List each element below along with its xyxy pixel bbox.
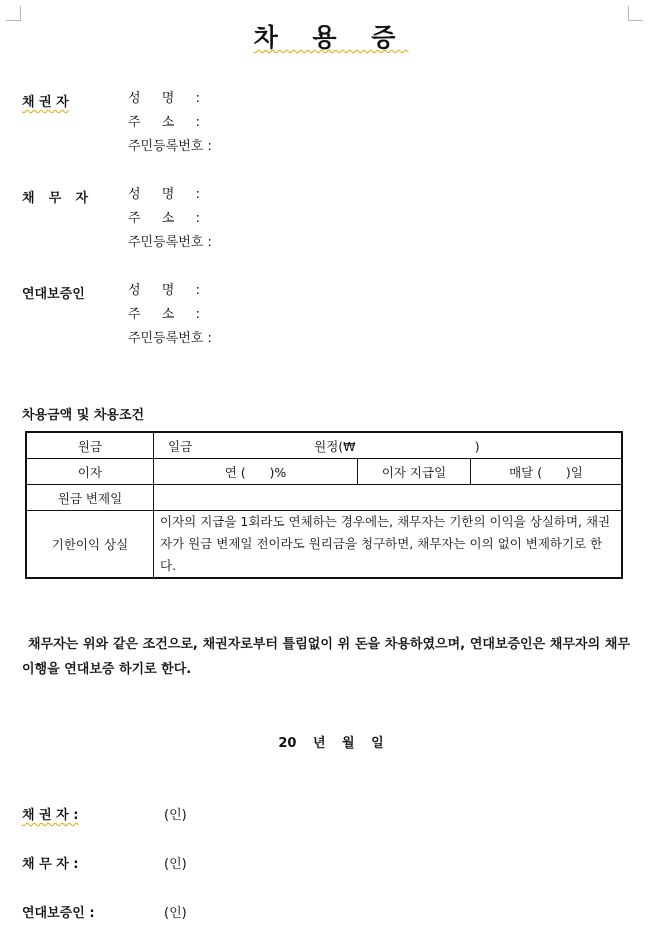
interest-rate-value: 연 ( )% (154, 459, 358, 485)
principal-label: 원금 (26, 432, 154, 459)
loan-terms-table (25, 431, 623, 579)
debtor-fields (128, 187, 238, 259)
payment-day-value: 매달 ( )일 (471, 459, 623, 485)
loan-statement: 채무자는 위와 같은 조건으로, 채권자로부터 틀림없이 위 돈을 차용하였으며, 연대보증인은 채무자의 채무이행을 연대보증 하기로 한다. (22, 637, 631, 677)
table-row (26, 432, 622, 459)
payment-day-label: 이자 지급일 (358, 459, 471, 485)
guarantor-name-field: 성 명 : (128, 283, 200, 298)
guarantor-fields (128, 283, 238, 355)
guarantor-signature-role: 연대보증인 : (22, 906, 95, 921)
guarantor-role-label: 연대보증인 (22, 287, 85, 302)
creditor-rrn-field: 주민등록번호 : (128, 139, 212, 154)
debtor-address-field: 주 소 : (128, 211, 200, 226)
principal-value: 원정(₩ ) (314, 438, 480, 454)
table-row (26, 485, 622, 511)
principal-prefix: 일금 (168, 438, 193, 454)
debtor-name-field: 성 명 : (128, 187, 200, 202)
debtor-rrn-field: 주민등록번호 : (128, 235, 212, 250)
debtor-signature-role: 채 무 자 : (22, 857, 79, 872)
guarantor-rrn-field: 주민등록번호 : (128, 331, 212, 346)
debtor-signature-line (22, 853, 187, 872)
table-row (26, 459, 622, 485)
document-title: 차 용 증 (253, 23, 409, 52)
creditor-signature-line (22, 804, 187, 823)
table-row (26, 511, 622, 579)
document-date: 20 년 월 일 (278, 736, 384, 751)
repayment-date-label: 원금 변제일 (26, 485, 154, 511)
principal-cell (154, 432, 623, 459)
repayment-date-value (154, 485, 623, 511)
creditor-name-field: 성 명 : (128, 91, 200, 106)
acceleration-text: 이자의 지급을 1회라도 연체하는 경우에는, 채무자는 기한의 이익을 상실하며, 채권자가 원금 변제일 전이라도 원리금을 청구하면, 채무자는 이의 없이 변제하기로 한다. (154, 511, 623, 579)
interest-label: 이자 (26, 459, 154, 485)
guarantor-signature-line (22, 902, 187, 921)
creditor-fields (128, 91, 238, 163)
acceleration-label: 기한이익 상실 (26, 511, 154, 579)
creditor-seal: (인) (164, 808, 187, 823)
creditor-signature-role: 채 권 자 : (22, 808, 79, 823)
debtor-role-label: 채 무 자 (22, 191, 88, 206)
loan-terms-heading: 차용금액 및 차용조건 (22, 408, 145, 423)
guarantor-address-field: 주 소 : (128, 307, 200, 322)
debtor-seal: (인) (164, 857, 187, 872)
creditor-address-field: 주 소 : (128, 115, 200, 130)
creditor-role-label: 채 권 자 (22, 95, 69, 110)
guarantor-seal: (인) (164, 906, 187, 921)
